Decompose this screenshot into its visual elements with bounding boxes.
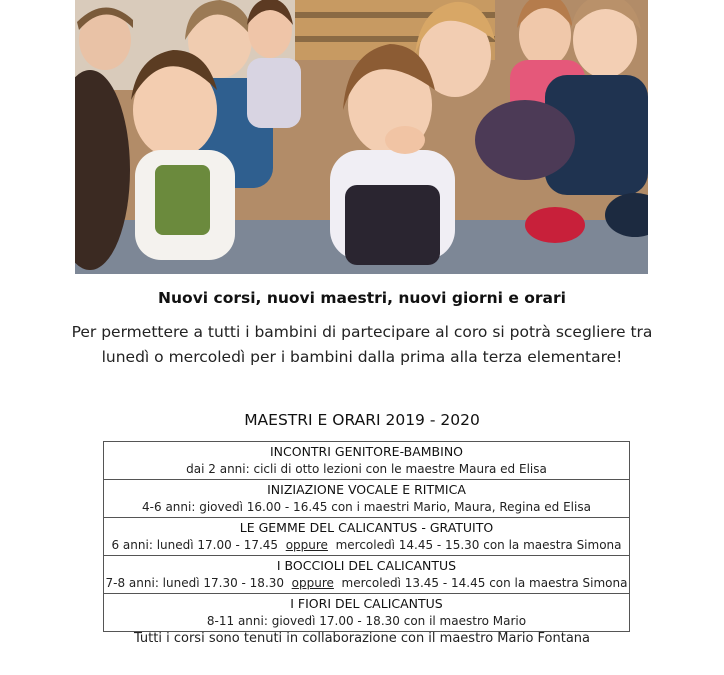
- course-title: I BOCCIOLI DEL CALICANTUS: [276, 558, 457, 573]
- course-cell: [104, 442, 630, 480]
- intro-paragraph: Per permettere a tutti i bambini di partecipare al coro si potrà scegliere tra lunedì o mercoledì per i bambini dalla prima alla terza elementare!: [71, 323, 653, 366]
- oppure-text: oppure: [291, 576, 334, 590]
- course-title: LE GEMME DEL CALICANTUS - GRATUITO: [239, 520, 494, 535]
- course-detail: dai 2 anni: cicli di otto lezioni con le maestre Maura ed Elisa: [186, 462, 547, 476]
- course-detail-part-a: 6 anni: lunedì 17.00 - 17.45: [111, 538, 279, 552]
- course-schedule-table: [103, 441, 630, 632]
- oppure-text: oppure: [285, 538, 328, 552]
- course-title: INIZIAZIONE VOCALE E RITMICA: [267, 482, 466, 497]
- course-row: [104, 480, 630, 518]
- course-row: [104, 442, 630, 480]
- course-title: INCONTRI GENITORE-BAMBINO: [269, 444, 464, 459]
- course-cell: [104, 480, 630, 518]
- headline: Nuovi corsi, nuovi maestri, nuovi giorni e orari: [158, 289, 566, 307]
- course-row: [104, 518, 630, 556]
- header-photo: [75, 0, 648, 274]
- course-detail: [104, 537, 629, 555]
- course-detail: [104, 575, 629, 593]
- course-cell: [104, 518, 630, 556]
- course-detail-part-b: mercoledì 14.45 - 15.30 con la maestra Simona: [335, 538, 622, 552]
- course-detail-part-a: 7-8 anni: lunedì 17.30 - 18.30: [105, 576, 285, 590]
- course-cell: [104, 556, 630, 594]
- course-detail: 8-11 anni: giovedì 17.00 - 18.30 con il maestro Mario: [206, 614, 527, 628]
- course-detail-part-b: mercoledì 13.45 - 14.45 con la maestra Simona: [341, 576, 628, 590]
- footer-note: Tutti i corsi sono tenuti in collaborazione con il maestro Mario Fontana: [133, 631, 591, 646]
- course-title: I FIORI DEL CALICANTUS: [290, 596, 443, 611]
- course-detail: 4-6 anni: giovedì 16.00 - 16.45 con i maestri Mario, Maura, Regina ed Elisa: [142, 500, 591, 514]
- course-row: [104, 594, 630, 632]
- section-title: MAESTRI E ORARI 2019 - 2020: [244, 411, 480, 429]
- course-cell: [104, 594, 630, 632]
- children-illustration: [75, 0, 648, 274]
- course-row: [104, 556, 630, 594]
